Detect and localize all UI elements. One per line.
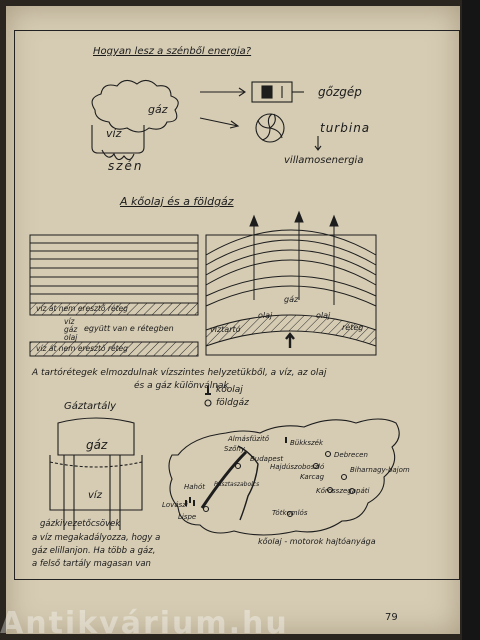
map-place: Biharnagy-bajom — [350, 466, 410, 474]
right-reteg: réteg — [342, 323, 364, 332]
left-layer2-line2: gáz — [64, 325, 78, 334]
map-place: Pusztaszabolcs — [214, 481, 260, 488]
oil-symbol-icon — [205, 386, 211, 394]
left-layer1: víz át nem eresztő réteg — [36, 304, 128, 313]
map-place: Debrecen — [334, 451, 368, 459]
tank-label: gázkivezetőcsövek — [40, 519, 121, 529]
map-place: Budapest — [250, 455, 284, 463]
section1-title: Hogyan lesz a szénből energia? — [93, 46, 252, 57]
viz-label: víz — [106, 127, 122, 140]
left-layer2-line3: olaj — [64, 333, 78, 342]
right-gaz: gáz — [284, 295, 299, 304]
map-place: Lovászi — [162, 501, 188, 509]
map-place: Szőny — [224, 445, 245, 453]
section2-title: A kőolaj és a földgáz — [120, 195, 234, 208]
map-place: Almásfüzitő — [228, 435, 270, 443]
map-place: Hahót — [184, 483, 206, 491]
map-place: Hajdúszoboszló — [270, 463, 325, 471]
map-place: Bükkszék — [290, 439, 324, 447]
pipeline — [202, 452, 246, 508]
tank-gaz: gáz — [86, 438, 108, 452]
tank-text-line1: a víz megakadályozza, hogy a — [32, 533, 161, 543]
tank-viz: víz — [88, 490, 102, 501]
villamosenergia-label: villamosenergia — [284, 155, 364, 166]
tank-text-line2: gáz elillanjon. Ha több a gáz, — [32, 546, 156, 556]
legend-foldgaz: földgáz — [216, 398, 249, 408]
tank-title: Gáztartály — [64, 401, 117, 412]
map-place: Karcag — [300, 473, 325, 481]
caption-line1: A tartórétegek elmozdulnak vízszintes helyzetükből, a víz, az olaj — [32, 368, 327, 378]
szen-label: szén — [108, 159, 144, 173]
gaz-label: gáz — [148, 103, 168, 116]
legend-koolaj: kőolaj — [216, 385, 243, 395]
right-viztarto: víztartó — [210, 325, 241, 334]
turbina-label: turbina — [320, 121, 371, 135]
hungary-map-outline — [169, 419, 399, 535]
left-layer3: víz át nem eresztő réteg — [36, 344, 128, 353]
tank-text-line3: a felső tartály magasan van — [32, 559, 151, 569]
right-olaj-left: olaj — [258, 311, 273, 320]
map-place: Lispe — [178, 513, 197, 521]
map-place: Kőrösszegapáti — [316, 487, 370, 495]
gas-symbol-icon — [205, 400, 211, 406]
map-place: Tótkomlós — [272, 509, 308, 517]
watermark: Antikvárium.hu — [0, 606, 289, 640]
left-layer2-line1: víz — [64, 317, 75, 326]
right-olaj-right: olaj — [316, 311, 331, 320]
page-number: 79 — [385, 612, 398, 623]
map-bottom-note: kőolaj - motorok hajtóanyága — [258, 537, 376, 546]
caption-line2: és a gáz különválnak — [134, 381, 229, 391]
left-layer2-note: együtt van e rétegben — [84, 324, 174, 333]
gozgep-label: gőzgép — [318, 85, 362, 99]
